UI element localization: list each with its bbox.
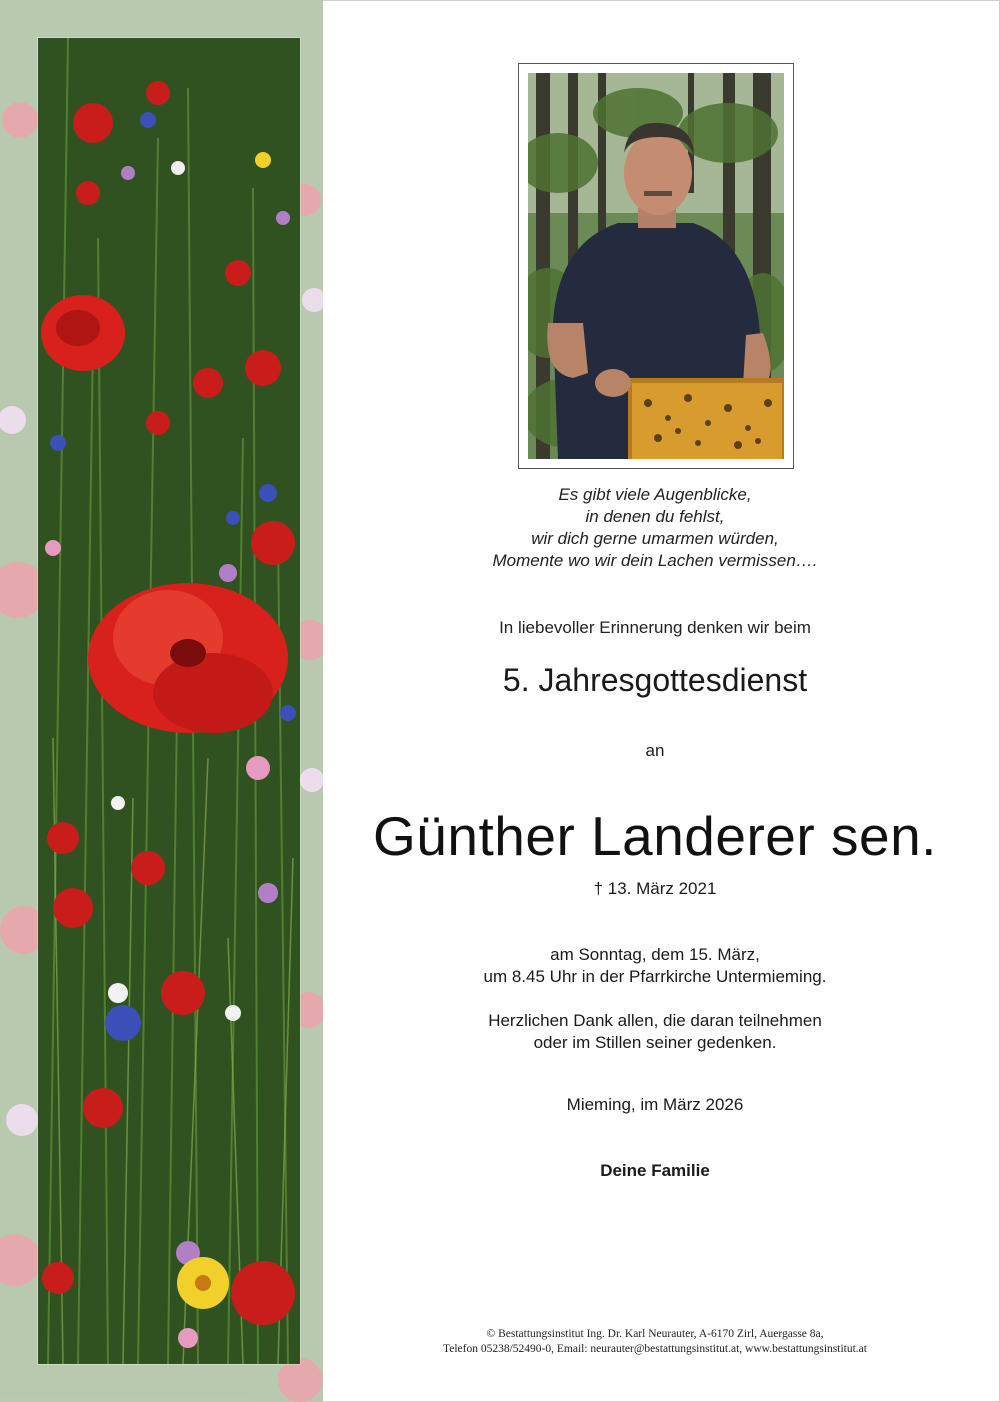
thanks-line: Herzlichen Dank allen, die daran teilnehmen: [488, 1011, 822, 1030]
footer-contact-line: Telefon 05238/52490-0, Email: neurauter@bestattungsinstitut.at, www.bestattungsinstitut.at: [443, 1343, 867, 1355]
poppy-meadow-photo: [38, 38, 300, 1364]
deceased-name: Günther Landerer sen.: [373, 805, 937, 867]
service-date-line: am Sonntag, dem 15. März,: [550, 945, 760, 964]
poem-line: in denen du fehlst,: [585, 507, 725, 526]
poem-line: Es gibt viele Augenblicke,: [558, 485, 752, 504]
footer-address-line: © Bestattungsinstitut Ing. Dr. Karl Neurauter, A-6170 Zirl, Auergasse 8a,: [486, 1328, 824, 1340]
poem-line: wir dich gerne umarmen würden,: [531, 529, 779, 548]
service-location-line: um 8.45 Uhr in der Pfarrkirche Untermieming.: [483, 967, 827, 986]
family-signature: Deine Familie: [600, 1161, 710, 1180]
portrait-photo: [528, 73, 784, 459]
death-date: † 13. März 2021: [593, 879, 717, 898]
thanks-line: oder im Stillen seiner gedenken.: [533, 1033, 777, 1052]
poem-line: Momente wo wir dein Lachen vermissen….: [492, 551, 818, 570]
funeral-home-footer: [330, 1327, 980, 1357]
service-title: 5. Jahresgottesdienst: [502, 662, 808, 698]
service-details: [330, 944, 980, 988]
intro-text: In liebevoller Erinnerung denken wir beim: [499, 618, 811, 637]
flower-meadow-band: [0, 0, 323, 1402]
portrait-frame: [518, 63, 794, 469]
place-date: Mieming, im März 2026: [566, 1095, 744, 1114]
memorial-poem: [330, 484, 980, 572]
connector-text: an: [645, 741, 665, 760]
thanks-text: [330, 1010, 980, 1054]
